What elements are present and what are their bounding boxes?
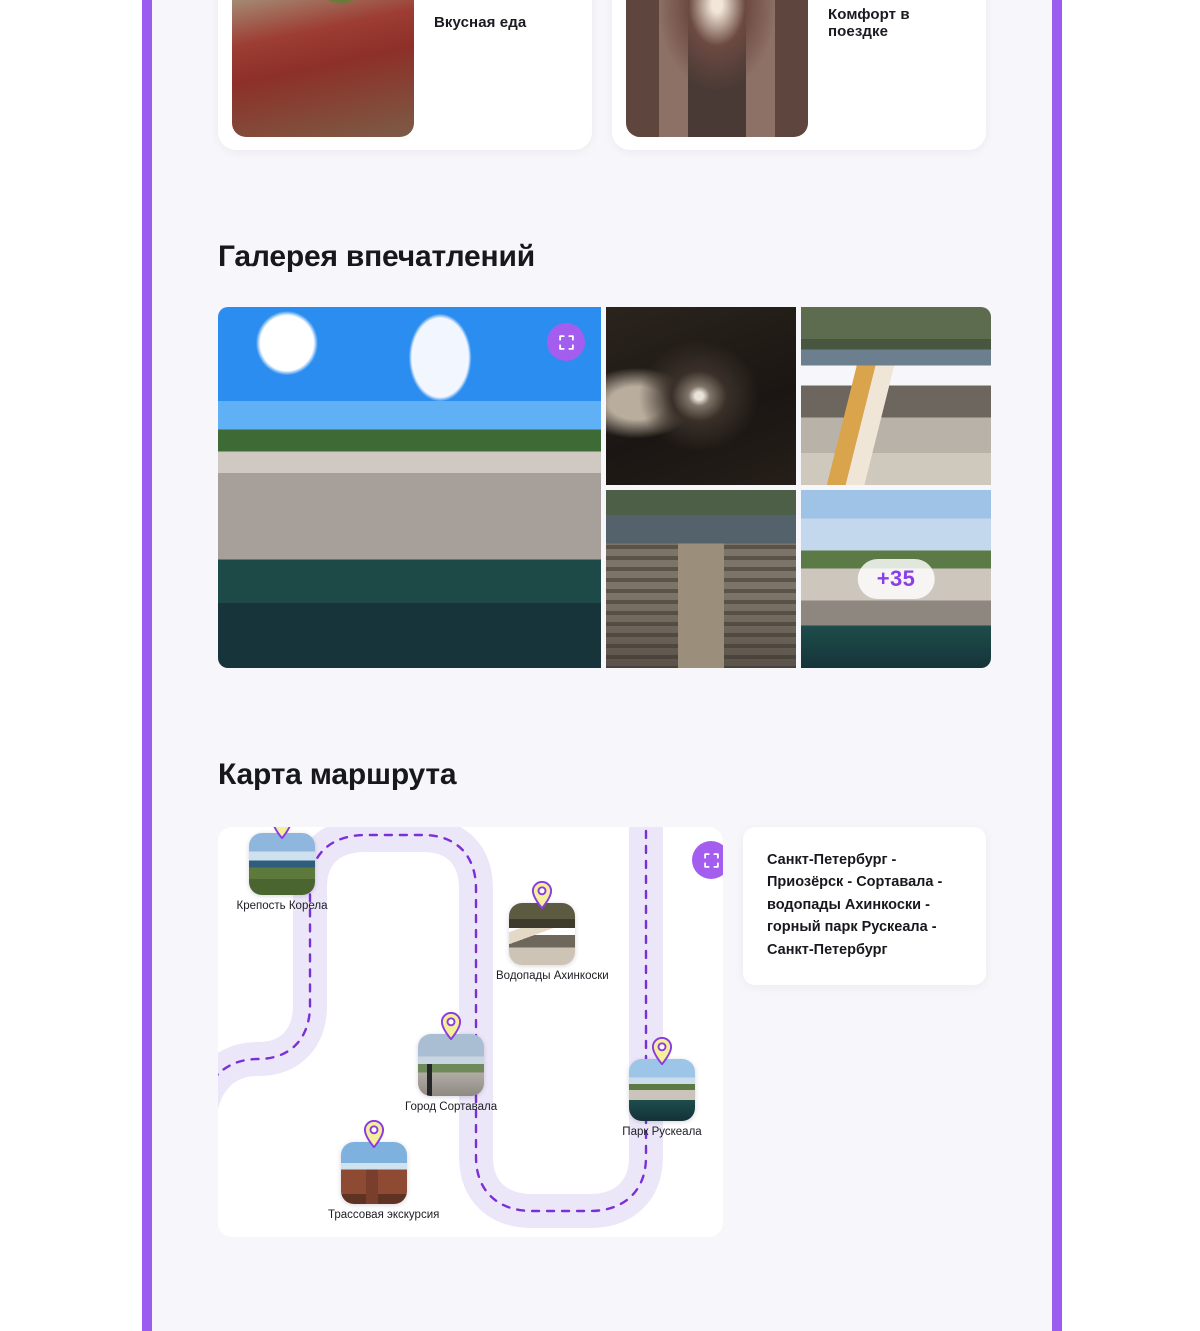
route-map-board[interactable] (218, 827, 723, 1237)
content-canvas (152, 0, 1052, 1331)
map-pin-icon (531, 881, 553, 909)
map-pin-icon (363, 1120, 385, 1148)
feature-card-image (232, 0, 414, 137)
map-stop-label: Парк Рускеала (622, 1126, 702, 1138)
map-section-title: Карта маршрута (218, 758, 457, 791)
map-stop-image (418, 1034, 484, 1096)
gallery-more-count-badge: +35 (858, 559, 935, 599)
left-accent-rail (142, 0, 152, 1331)
gallery-expand-button[interactable] (547, 323, 585, 361)
feature-card-label: Комфорт в поездке (828, 5, 910, 40)
map-stop-label: Водопады Ахинкоски (496, 970, 609, 982)
map-stop-image (249, 833, 315, 895)
feature-card[interactable] (218, 0, 592, 150)
map-stop-image (341, 1142, 407, 1204)
feature-card[interactable] (612, 0, 986, 150)
feature-card-image (626, 0, 808, 137)
impressions-gallery (218, 307, 986, 668)
map-stop-image (509, 903, 575, 965)
gallery-thumb[interactable] (801, 307, 991, 485)
route-description-text: Санкт-Петербург - Приозёрск - Сортавала - водопады Ахинкоски - горный парк Рускеала - Санкт-Петербург (767, 852, 943, 958)
fullscreen-expand-icon (703, 852, 720, 869)
map-stop[interactable] (616, 1059, 708, 1138)
map-stop[interactable] (405, 1034, 497, 1113)
feature-card-label: Вкусная еда (434, 14, 527, 31)
map-pin-icon (440, 1012, 462, 1040)
gallery-section-title: Галерея впечатлений (218, 240, 535, 273)
map-expand-button[interactable] (692, 841, 723, 879)
map-stop-label: Трассовая экскурсия (328, 1209, 440, 1221)
map-stop-label: Город Сортавала (405, 1101, 498, 1113)
map-stop[interactable] (236, 833, 328, 912)
map-pin-icon (651, 1037, 673, 1065)
map-stop-label: Крепость Корела (236, 900, 328, 912)
route-map-section (218, 827, 986, 1237)
right-accent-rail (1052, 0, 1062, 1331)
map-pin-icon (271, 827, 293, 839)
gallery-thumb[interactable] (606, 307, 796, 485)
map-stop-image (629, 1059, 695, 1121)
gallery-thumb-more[interactable] (801, 490, 991, 668)
map-stop[interactable] (328, 1142, 440, 1221)
fullscreen-expand-icon (558, 334, 575, 351)
gallery-thumb[interactable] (606, 490, 796, 668)
map-stop[interactable] (496, 903, 609, 982)
gallery-hero-image[interactable] (218, 307, 601, 668)
feature-cards-strip (152, 0, 1052, 150)
route-description-card (743, 827, 986, 985)
